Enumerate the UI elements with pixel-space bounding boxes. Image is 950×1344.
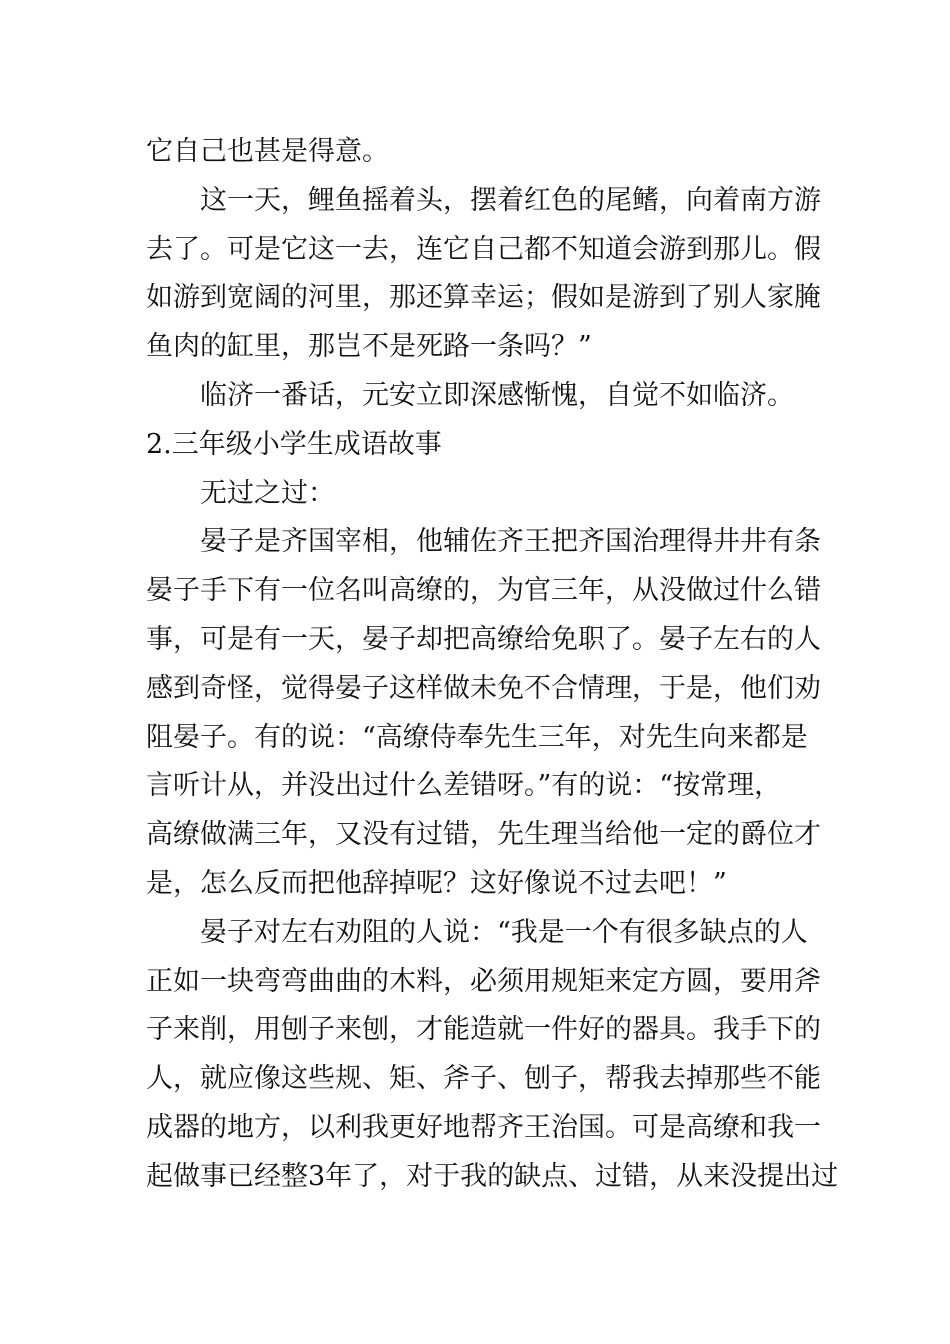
text-line: 是，怎么反而把他辞掉呢？这好像说不过去吧！” <box>146 867 727 899</box>
text-line: 它自己也甚是得意。 <box>146 136 389 167</box>
text-line: 晏子是齐国宰相，他辅佐齐王把齐国治理得井井有条 <box>200 526 821 558</box>
text-line: 晏子手下有一位名叫高缭的，为官三年，从没做过什么错 <box>146 575 821 607</box>
text-line: 言听计从，并没出过什么差错呀。”有的说：“按常理， <box>146 770 782 802</box>
text-line: 晏子对左右劝阻的人说：“我是一个有很多缺点的人 <box>200 916 808 948</box>
text-line: 如游到宽阔的河里，那还算幸运；假如是游到了别人家腌 <box>146 282 821 314</box>
text-line: 成器的地方，以利我更好地帮齐王治国。可是高缭和我一 <box>146 1111 821 1143</box>
text-line: 子来削，用刨子来刨，才能造就一件好的器具。我手下的 <box>146 1014 821 1046</box>
text-line: 起做事已经整3年了，对于我的缺点、过错，从来没提出过 <box>146 1160 839 1192</box>
document-body <box>146 128 839 1202</box>
text-line: 感到奇怪，觉得晏子这样做未免不合情理，于是，他们劝 <box>146 672 821 704</box>
text-line: 事，可是有一天，晏子却把高缭给免职了。晏子左右的人 <box>146 623 821 655</box>
text-line: 临济一番话，元安立即深感惭愧，自觉不如临济。 <box>200 379 794 411</box>
story-title: 无过之过： <box>200 477 335 509</box>
section-heading: 2.三年级小学生成语故事 <box>146 428 442 460</box>
text-line: 正如一块弯弯曲曲的木料，必须用规矩来定方圆，要用斧 <box>146 965 821 997</box>
text-line: 人，就应像这些规、矩、斧子、刨子，帮我去掉那些不能 <box>146 1063 821 1095</box>
text-line: 高缭做满三年，又没有过错，先生理当给他一定的爵位才 <box>146 819 821 851</box>
text-line: 这一天，鲤鱼摇着头，摆着红色的尾鳍，向着南方游 <box>200 184 821 216</box>
text-line: 去了。可是它这一去，连它自己都不知道会游到那儿。假 <box>146 233 821 265</box>
text-line: 鱼肉的缸里，那岂不是死路一条吗？” <box>146 331 592 363</box>
text-line: 阻晏子。有的说：“高缭侍奉先生三年，对先生向来都是 <box>146 721 808 753</box>
